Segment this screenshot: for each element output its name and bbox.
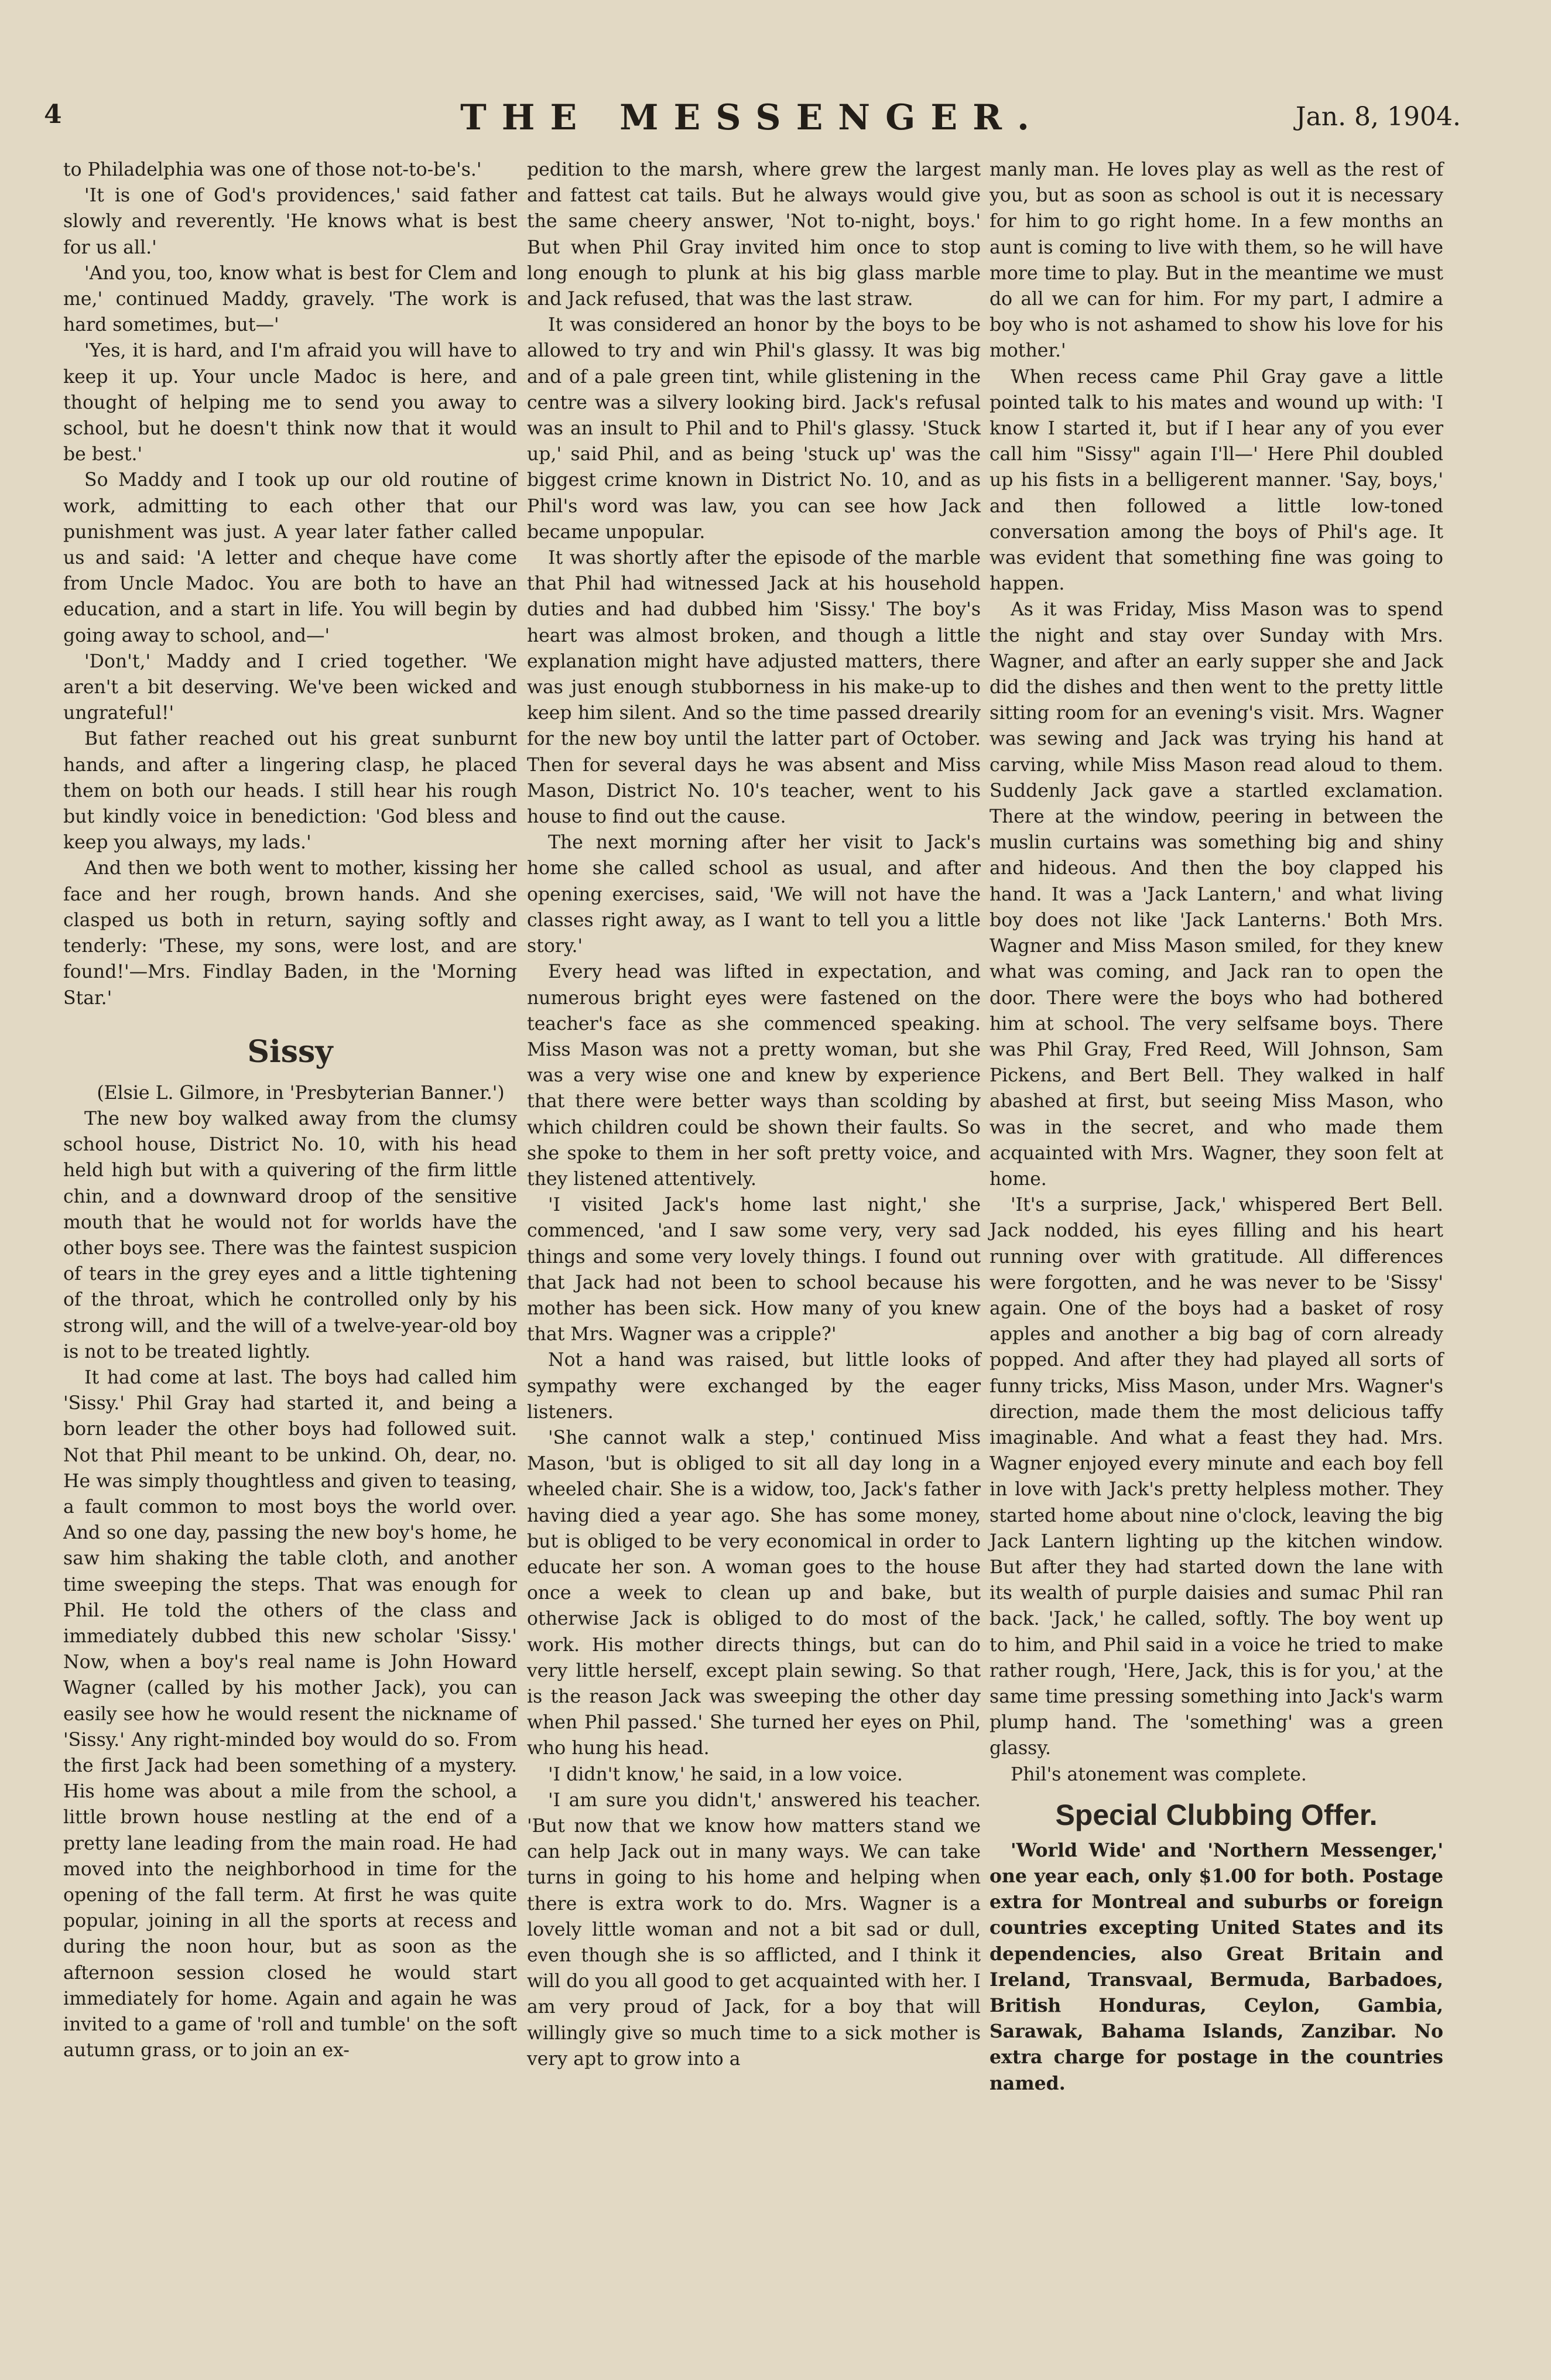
article-paragraph: It was considered an honor by the boys to be allowed to try and win Phil's glassy. It was big and of a pale green tint, while glistening in the centre was a silvery looking bird. Jack's refusal was an insult to Phil and to Phil's glassy. 'Stuck up,' said Phil, and as being 'stuck up' was the biggest crime known in District No. 10, and as Phil's word was law, you can see how Jack became unpopular. [527,314,981,543]
article-paragraph: 'She cannot walk a step,' continued Miss Mason, 'but is obliged to sit all day long in a wheeled chair. She is a widow, too, Jack's father having died a year ago. She has some money, but is obliged to be very economical in order to educate her son. A woman goes to the house once a week to clean up and bake, but otherwise Jack is obliged to do most of the work. His mother directs things, but can do very little herself, except plain sewing. So that is the reason Jack was sweeping the other day when Phil passed.' She turned her eyes on Phil, who hung his head. [527,1427,981,1759]
article-paragraph: It was shortly after the episode of the marble that Phil had witnessed Jack at his household duties and had dubbed him 'Sissy.' The boy's heart was almost broken, and though a little explanation might have adjusted matters, there was just enough stubborness in his make-up to keep him silent. And so the time passed drearily for the new boy until the latter part of October. Then for several days he was absent and Miss Mason, District No. 10's teacher, went to his house to find out the cause. [527,547,981,828]
article-paragraph: It had come at last. The boys had called him 'Sissy.' Phil Gray had started it, and being a born leader the other boys had followed suit. Not that Phil meant to be unkind. Oh, dear, no. He was simply thoughtless and given to teasing, a fault common to most boys the world over. And so one day, passing the new boy's home, he saw him shaking the table cloth, and another time sweeping the steps. That was enough for Phil. He told the others of the class and immediately dubbed this new scholar 'Sissy.' Now, when a boy's real name is John Howard Wagner (called by his mother Jack), you can easily see how he would resent the nickname of 'Sissy.' Any right-minded boy would do so. From the first Jack had been something of a mystery. His home was about a mile from the school, a little brown house nestling at the end of a pretty lane leading from the main road. He had moved into the neighborhood in time for the opening of the fall term. At first he was quite popular, joining in all the sports at recess and during the noon hour, but as soon as the afternoon session closed he would start immediately for home. Again and again he was invited to a game of 'roll and tumble' on the soft autumn grass, or to join an ex- [63,1367,517,2061]
article-paragraph: The new boy walked away from the clumsy school house, District No. 10, with his head held high but with a quivering of the firm little chin, and a downward droop of the sensitive mouth that he would not for worlds have the other boys see. There was the faintest suspicion of tears in the grey eyes and a little tightening of the throat, which he controlled only by his strong will, and the will of a twelve-year-old boy is not to be treated lightly. [63,1108,517,1362]
article-byline: (Elsie L. Gilmore, in 'Presbyterian Banner.') [97,1082,505,1104]
article-paragraph: manly man. He loves play as well as the rest of you, but as soon as school is out it is necessary for him to go right home. In a few months an aunt is coming to live with them, so he will have more time to play. But in the meantime we must do all we can for him. For my part, I admire a boy who is not ashamed to show his love for his mother.' [990,159,1443,362]
story-paragraph: And then we both went to mother, kissing her face and her rough, brown hands. And she clasped us both in return, saying softly and tenderly: 'These, my sons, were lost, and are found!'—Mrs. Findlay Baden, in the 'Morning Star.' [63,858,517,1009]
story-paragraph: 'It is one of God's providences,' said father slowly and reverently. 'He knows what is best for us all.' [63,185,517,258]
article-paragraph: 'I am sure you didn't,' answered his teacher. 'But now that we know how matters stand we can help Jack out in many ways. We can take turns in going to his home and helping when there is extra work to do. Mrs. Wagner is a lovely little woman and not a bit sad or dull, even though she is so afflicted, and I think it will do you all good to get acquainted with her. I am very proud of Jack, for a boy that will willingly give so much time to a sick mother is very apt to grow into a [527,1789,981,2070]
article-paragraph: 'It's a surprise, Jack,' whispered Bert Bell. Jack nodded, his eyes filling and his heart running over with gratitude. All differences were forgotten, and he was never to be 'Sissy' again. One of the boys had a basket of rosy apples and another a big bag of corn already popped. And after they had played all sorts of funny tricks, Miss Mason, under Mrs. Wagner's direction, made them the most delicious taffy imaginable. And what a feast they had. Mrs. Wagner enjoyed every minute and each boy fell in love with Jack's pretty helpless mother. They started home about nine o'clock, leaving the big Jack Lantern lighting up the kitchen window. But after they had started down the lane with its wealth of purple daisies and sumac Phil ran back. 'Jack,' he called, softly. The boy went up to him, and Phil said in a voice he tried to make rather rough, 'Here, Jack, this is for you,' at the same time pressing something into Jack's warm plump hand. The 'something' was a green glassy. [990,1194,1443,1759]
issue-date: Jan. 8, 1904. [1295,102,1461,132]
offer-heading: Special Clubbing Offer. [1055,1798,1378,1831]
column-3 [990,157,1443,2097]
article-paragraph: Every head was lifted in expectation, and numerous bright eyes were fastened on the teacher's face as she commenced speaking. Miss Mason was not a pretty woman, but she was a very wise one and knew by experience that there were better ways than scolding by which children could be shown their faults. So she spoke to them in her soft pretty voice, and they listened attentively. [527,961,981,1190]
column-2 [527,157,981,2072]
article-paragraph: pedition to the marsh, where grew the largest and fattest cat tails. But he always would give the same cheery answer, 'Not to-night, boys.' But when Phil Gray invited him once to stop long enough to plunk at his big glass marble and Jack refused, that was the last straw. [527,159,981,310]
article-heading: Sissy [247,1033,333,1070]
article-paragraph: Not a hand was raised, but little looks of sympathy were exchanged by the eager listeners. [527,1350,981,1423]
story-paragraph: 'Yes, it is hard, and I'm afraid you will have to keep it up. Your uncle Madoc is here, and thought of helping me to send you away to school, but he doesn't think now that it would be best.' [63,340,517,465]
story-paragraph: 'And you, too, know what is best for Clem and me,' continued Maddy, gravely. 'The work is hard sometimes, but—' [63,262,517,336]
story-paragraph: to Philadelphia was one of those not-to-be's.' [63,159,482,180]
newspaper-title: THE MESSENGER. [460,97,1045,138]
offer-text: 'World Wide' and 'Northern Messenger,' one year each, only $1.00 for both. Postage extra for Montreal and suburbs or foreign countries excepting United States and its dependencies, also Great Britain and Ireland, Transvaal, Bermuda, Barbadoes, British Honduras, Ceylon, Gambia, Sarawak, Bahama Islands, Zanzibar. No extra charge for postage in the countries named. [990,1839,1443,2094]
article-paragraph: When recess came Phil Gray gave a little pointed talk to his mates and wound up with: 'I know I started it, but if I hear any of you ever call him "Sissy" again I'll—' Here Phil doubled up his fists in a belligerent manner. 'Say, boys,' and then followed a little low-toned conversation among the boys of Phil's age. It was evident that something fine was going to happen. [990,366,1443,595]
story-paragraph: 'Don't,' Maddy and I cried together. 'We aren't a bit deserving. We've been wicked and ungrateful!' [63,650,517,724]
article-paragraph: As it was Friday, Miss Mason was to spend the night and stay over Sunday with Mrs. Wagner, and after an early supper she and Jack did the dishes and then went to the pretty little sitting room for an evening's visit. Mrs. Wagner was sewing and Jack was trying his hand at carving, while Miss Mason read aloud to them. Suddenly Jack gave a startled exclamation. There at the window, peering in between the muslin curtains was something big and shiny and hideous. And then the boy clapped his hand. It was a 'Jack Lantern,' and what living boy does not like 'Jack Lanterns.' Both Mrs. Wagner and Miss Mason smiled, for they knew what was coming, and Jack ran to open the door. There were the boys who had bothered him at school. The very selfsame boys. There was Phil Gray, Fred Reed, Will Johnson, Sam Pickens, and Bert Bell. They walked in half abashed at first, but seeing Miss Mason, who was in the secret, and who made them acquainted with Mrs. Wagner, they soon felt at home. [990,599,1443,1190]
article-paragraph: 'I didn't know,' he said, in a low voice. [548,1763,903,1785]
story-paragraph: But father reached out his great sunburnt hands, and after a lingering clasp, he placed them on both our heads. I still hear his rough but kindly voice in benediction: 'God bless and keep you always, my lads.' [63,728,517,854]
story-paragraph: So Maddy and I took up our old routine of work, admitting to each other that our punishment was just. A year later father called us and said: 'A letter and cheque have come from Uncle Madoc. You are both to have an education, and a start in life. You will begin by going away to school, and—' [63,470,517,646]
article-paragraph: The next morning after her visit to Jack's home she called school as usual, and after opening exercises, said, 'We will not have the classes right away, as I want to tell you a little story.' [527,832,981,957]
masthead [44,97,1461,141]
article-paragraph: Phil's atonement was complete. [1011,1763,1307,1785]
article-paragraph: 'I visited Jack's home last night,' she commenced, 'and I saw some very, very sad things and some very lovely things. I found out that Jack had not been to school because his mother has been sick. How many of you knew that Mrs. Wagner was a cripple?' [527,1194,981,1345]
page-number: 4 [44,100,62,129]
column-1 [63,157,517,2063]
clubbing-offer [990,1798,1443,2097]
